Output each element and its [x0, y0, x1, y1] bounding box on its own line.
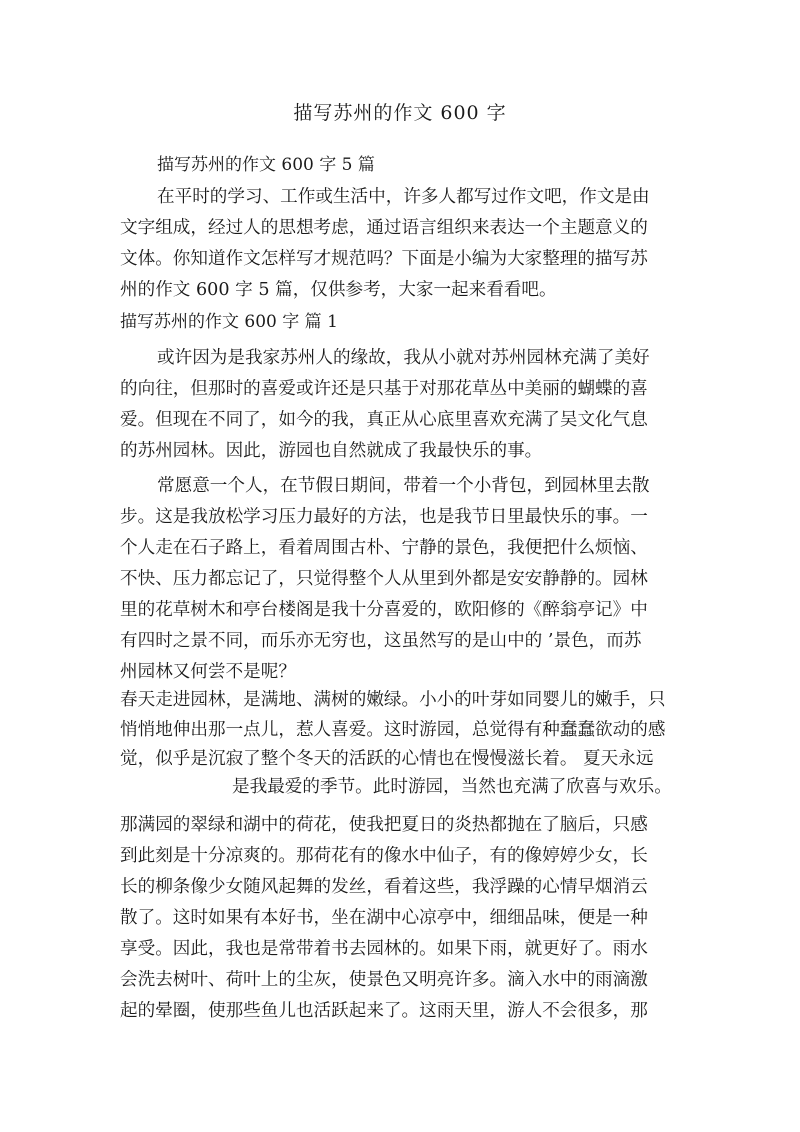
intro-line: 在平时的学习、工作或生活中，许多人都写过作文吧，作文是由	[157, 187, 650, 207]
paragraph-2-line: 步。这是我放松学习压力最好的方法，也是我节日里最快乐的事。一	[120, 507, 648, 527]
paragraph-2-line: 有四时之景不同，而乐亦无穷也，这虽然写的是山中的 ’景色，而苏	[120, 631, 642, 651]
section-heading: 描写苏州的作文 600 字 篇 1	[120, 312, 338, 332]
paragraph-4-line: 会洗去树叶、荷叶上的尘灰，使景色又明亮许多。滴入水中的雨滴激	[120, 970, 648, 990]
paragraph-2-line: 州园林又何尝不是呢？	[120, 662, 296, 682]
paragraph-4-line: 到此刻是十分凉爽的。那荷花有的像水中仙子，有的像婷婷少女，长	[120, 846, 648, 866]
paragraph-3-line: 是我最爱的季节。此时游园，当然也充满了欣喜与欢乐。	[232, 777, 672, 797]
page-title: 描写苏州的作文 600 字	[293, 102, 507, 124]
paragraph-4-line: 那满园的翠绿和湖中的荷花，使我把夏日的炎热都抛在了脑后，只感	[120, 815, 648, 835]
paragraph-4-line: 长的柳条像少女随风起舞的发丝，看着这些，我浮躁的心情早烟消云	[120, 877, 648, 897]
paragraph-3-line: 觉，似乎是沉寂了整个冬天的活跃的心情也在慢慢滋长着。 夏天永远	[120, 749, 654, 769]
paragraph-1-line: 爱。但现在不同了，如今的我，真正从心底里喜欢充满了吴文化气息	[120, 410, 648, 430]
paragraph-2-line: 常愿意一个人，在节假日期间，带着一个小背包，到园林里去散	[157, 476, 650, 496]
paragraph-1-line: 的苏州园林。因此，游园也自然就成了我最快乐的事。	[120, 441, 543, 461]
document-subtitle: 描写苏州的作文 600 字 5 篇	[157, 155, 375, 175]
paragraph-1-line: 或许因为是我家苏州人的缘故，我从小就对苏州园林充满了美好	[157, 348, 650, 368]
paragraph-4-line: 享受。因此，我也是常带着书去园林的。如果下雨，就更好了。雨水	[120, 939, 648, 959]
paragraph-1-line: 的向往，但那时的喜爱或许还是只基于对那花草丛中美丽的蝴蝶的喜	[120, 379, 648, 399]
paragraph-2-line: 不快、压力都忘记了，只觉得整个人从里到外都是安安静静的。园林	[120, 569, 648, 589]
paragraph-2-line: 里的花草树木和亭台楼阁是我十分喜爱的，欧阳修的《醉翁亭记》中	[120, 600, 648, 620]
paragraph-4-line: 起的晕圈，使那些鱼儿也活跃起来了。这雨天里，游人不会很多，那	[120, 1001, 648, 1021]
intro-line: 州的作文 600 字 5 篇，仅供参考，大家一起来看看吧。	[120, 280, 557, 300]
paragraph-4-line: 散了。这时如果有本好书，坐在湖中心凉亭中，细细品味，便是一种	[120, 908, 648, 928]
paragraph-2-line: 个人走在石子路上，看着周围古朴、宁静的景色，我便把什么烦恼、	[120, 538, 648, 558]
paragraph-3-line: 悄悄地伸出那一点儿，惹人喜爱。这时游园，总觉得有种蠢蠢欲动的感	[120, 720, 666, 740]
intro-line: 文体。你知道作文怎样写才规范吗？下面是小编为大家整理的描写苏	[120, 249, 648, 269]
paragraph-3-line: 春天走进园林，是满地、满树的嫩绿。小小的叶芽如同婴儿的嫩手，只	[120, 690, 666, 710]
intro-line: 文字组成，经过人的思想考虑，通过语言组织来表达一个主题意义的	[120, 218, 648, 238]
